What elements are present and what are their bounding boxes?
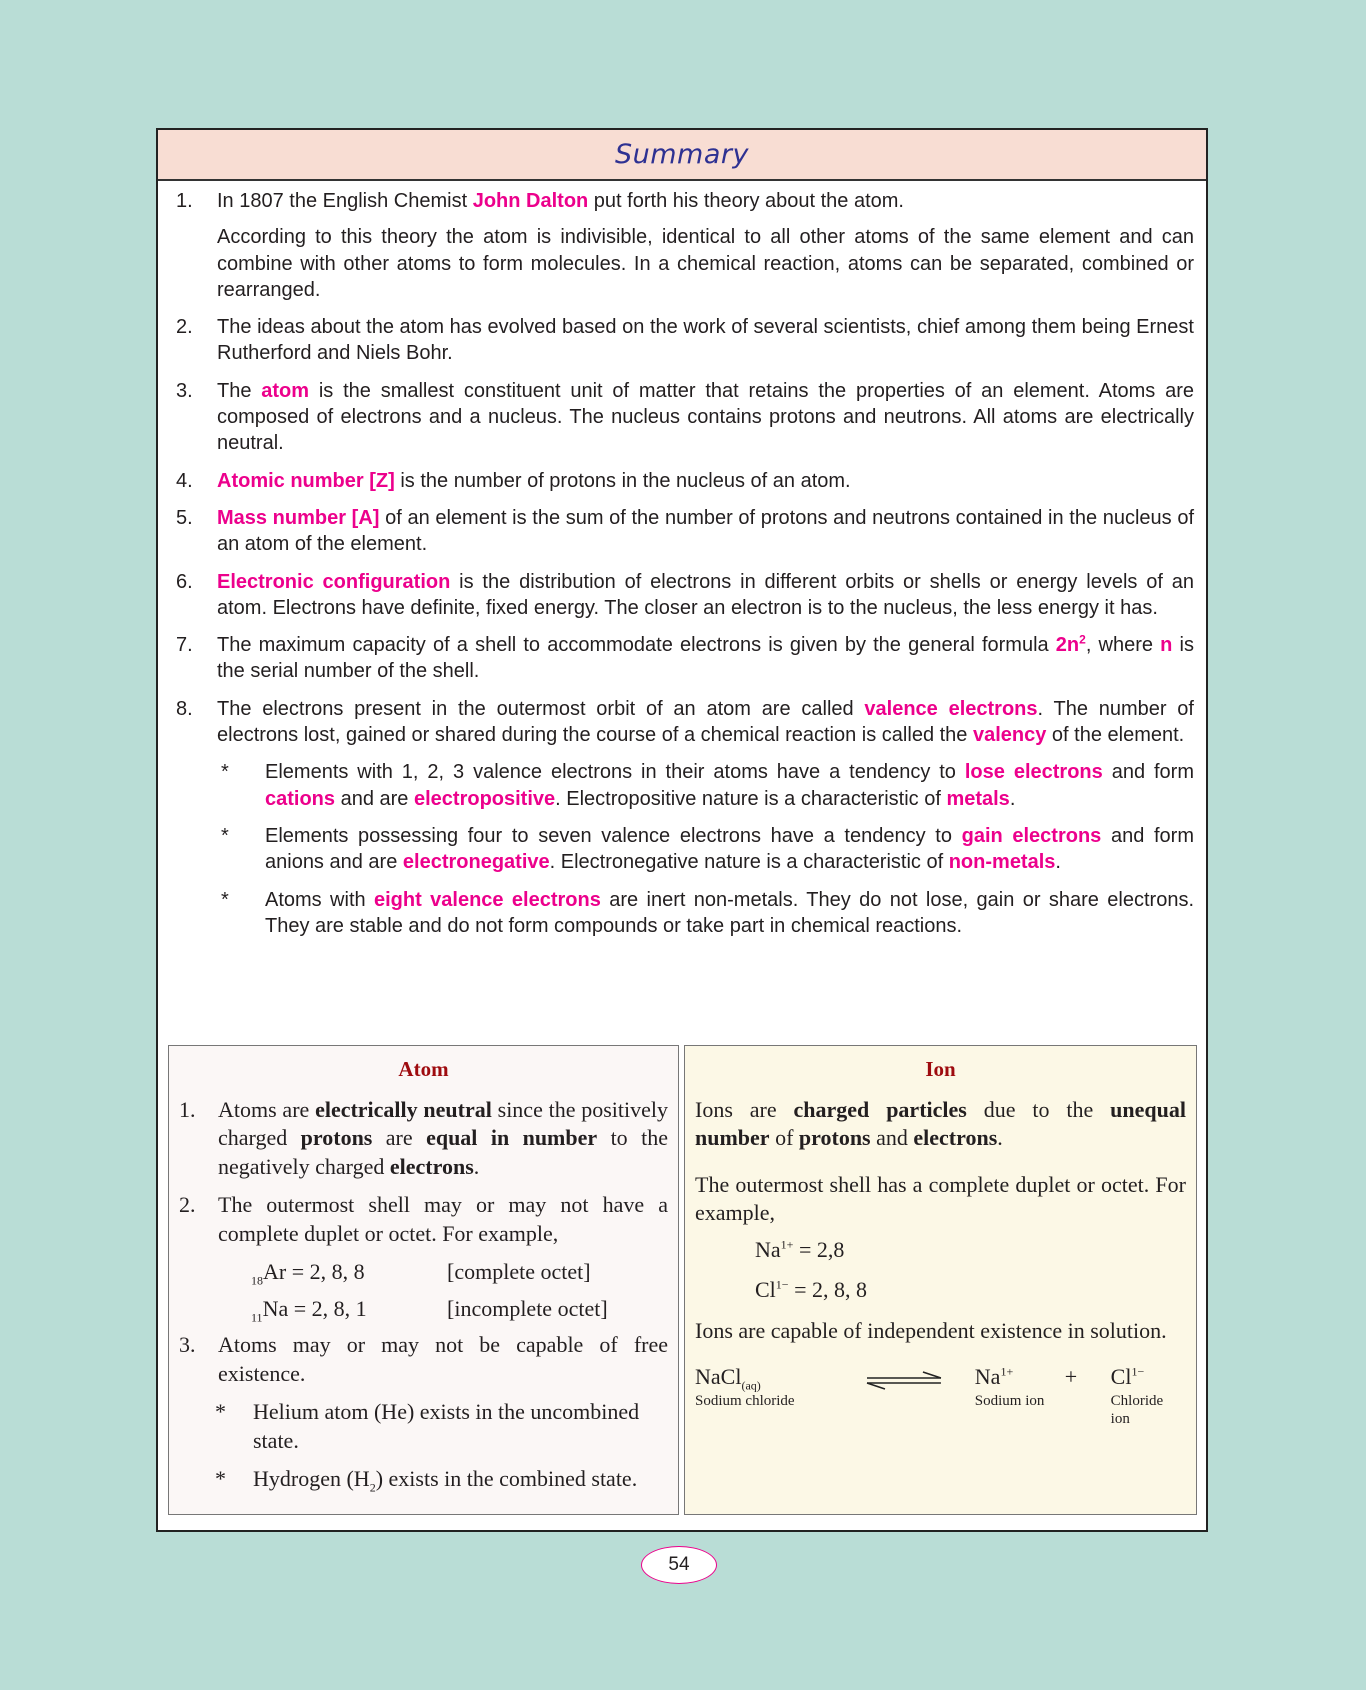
highlighted-term: 2 bbox=[1079, 632, 1086, 647]
equilibrium-arrow-icon bbox=[865, 1371, 945, 1391]
text: put forth his theory about the atom. bbox=[588, 190, 904, 212]
bullet-text: Helium atom (He) exists in the uncombined state. bbox=[253, 1399, 640, 1453]
text: and bbox=[870, 1125, 914, 1150]
text: due to the bbox=[966, 1096, 1111, 1122]
text: and are bbox=[335, 787, 414, 810]
summary-item bbox=[176, 505, 1194, 558]
highlighted-term: electronegative bbox=[402, 851, 550, 874]
text: is the distribution of electrons in different orbits or shells or energy levels of an atom. Electrons have definite, fixed energy. The closer an electron is to the nucleus, the less energy it has. bbox=[217, 570, 1194, 619]
highlighted-term: lose electrons bbox=[964, 761, 1103, 784]
state: (aq) bbox=[741, 1378, 761, 1393]
configuration: Ar = 2, 8, 8 bbox=[263, 1259, 365, 1284]
text: The electrons present in the outermost orbit of an atom are called bbox=[217, 697, 865, 720]
text: The bbox=[217, 379, 262, 402]
item-body bbox=[217, 314, 1194, 367]
text: . Electronegative nature is a characteristic of bbox=[549, 851, 949, 874]
charge: 1− bbox=[1131, 1364, 1145, 1379]
item-text bbox=[217, 378, 1194, 457]
bullet-star: * bbox=[215, 1466, 226, 1491]
bold-text: electrically neutral bbox=[315, 1096, 492, 1122]
summary-header bbox=[158, 130, 1206, 181]
summary-item bbox=[176, 468, 1194, 494]
item-body bbox=[217, 696, 1194, 749]
atomic-number: 18 bbox=[251, 1273, 263, 1288]
point-text: The outermost shell may or may not have a complete duplet or octet. For example, bbox=[218, 1192, 668, 1246]
highlighted-term: non-metals bbox=[948, 851, 1056, 874]
text: is the number of protons in the nucleus of an atom. bbox=[394, 469, 851, 492]
formula: NaCl bbox=[695, 1364, 742, 1389]
item-body bbox=[217, 188, 1194, 303]
bold-text: electrons bbox=[389, 1153, 474, 1179]
charge: 1− bbox=[775, 1277, 789, 1292]
point-number: 1. bbox=[179, 1096, 196, 1122]
text: Ions are bbox=[695, 1096, 794, 1122]
highlighted-term: electropositive bbox=[413, 787, 556, 810]
text: since the positively charged bbox=[218, 1096, 669, 1150]
item-number: 4. bbox=[176, 469, 193, 492]
highlighted-term: eight valence electrons bbox=[374, 888, 601, 911]
example-chloride-ion bbox=[755, 1276, 1186, 1305]
summary-item bbox=[176, 569, 1194, 622]
item-body bbox=[217, 505, 1194, 558]
atom-point-3 bbox=[179, 1331, 668, 1388]
point-number: 3. bbox=[179, 1332, 196, 1357]
summary-bullet bbox=[221, 759, 1194, 812]
configuration: = 2, 8, 8 bbox=[788, 1277, 867, 1302]
configuration: Na = 2, 8, 1 bbox=[262, 1295, 367, 1321]
highlighted-term: Mass number [A] bbox=[217, 506, 380, 529]
atomic-number: 11 bbox=[251, 1309, 263, 1324]
item-body bbox=[217, 378, 1194, 457]
atom-bullet-helium bbox=[215, 1398, 668, 1455]
highlighted-term: atom bbox=[261, 379, 310, 402]
note: [incomplete octet] bbox=[447, 1295, 608, 1321]
highlighted-term: gain electrons bbox=[961, 824, 1102, 847]
example-sodium-ion bbox=[755, 1236, 1186, 1265]
item-number: 6. bbox=[176, 570, 193, 593]
point-number: 2. bbox=[179, 1192, 196, 1217]
text: are bbox=[372, 1125, 427, 1150]
highlighted-term: valency bbox=[972, 724, 1047, 747]
item-text bbox=[217, 188, 1194, 214]
text: , where bbox=[1085, 634, 1161, 657]
highlighted-term: Electronic configuration bbox=[217, 570, 451, 593]
point-text bbox=[218, 1096, 668, 1182]
text: of an element is the sum of the number of protons and neutrons contained in the nucleus of an atom of the element. bbox=[217, 506, 1195, 556]
configuration: = 2,8 bbox=[793, 1236, 845, 1262]
highlighted-term: 2n bbox=[1055, 634, 1080, 657]
formula: Na bbox=[974, 1364, 1001, 1389]
bold-text: unequal number bbox=[695, 1096, 1186, 1150]
atom-point-2 bbox=[179, 1191, 668, 1248]
reactant-label: Sodium chloride bbox=[695, 1392, 795, 1409]
summary-item bbox=[176, 378, 1194, 457]
formula bbox=[251, 1295, 447, 1324]
bullet-star: * bbox=[215, 1399, 226, 1424]
ion-box bbox=[684, 1045, 1197, 1515]
bullet-star: * bbox=[221, 761, 229, 784]
bullet-text bbox=[253, 1465, 637, 1494]
text: to the negatively charged bbox=[218, 1125, 668, 1179]
summary-item bbox=[176, 696, 1194, 749]
item-body bbox=[217, 632, 1194, 685]
text: . Electropositive nature is a characteristic of bbox=[555, 787, 947, 810]
highlighted-term: Atomic number [Z] bbox=[217, 469, 395, 492]
item-text bbox=[217, 468, 1194, 494]
plus-sign: + bbox=[1064, 1364, 1078, 1389]
summary-item bbox=[176, 632, 1194, 685]
bold-text: electrons bbox=[913, 1125, 998, 1150]
dissociation-equation bbox=[695, 1363, 1186, 1428]
text: and form bbox=[1102, 761, 1195, 784]
text: ) exists in the combined state. bbox=[375, 1466, 638, 1491]
text: . bbox=[473, 1153, 480, 1179]
text: Atoms with bbox=[265, 888, 374, 911]
item-text bbox=[217, 314, 1194, 367]
atom-bullet-hydrogen bbox=[215, 1465, 668, 1494]
text: . The number of electrons lost, gained or shared during the course of a chemical reaction is called the bbox=[217, 697, 1194, 747]
highlighted-term: valence electrons bbox=[864, 697, 1038, 720]
bold-text: protons bbox=[798, 1125, 871, 1150]
symbol: Na bbox=[755, 1236, 781, 1262]
text: . bbox=[997, 1125, 1003, 1150]
charge: 1+ bbox=[1000, 1364, 1014, 1379]
text: The maximum capacity of a shell to accommodate electrons is given by the general formula bbox=[217, 634, 1056, 657]
item-text bbox=[217, 696, 1194, 749]
atom-point-1 bbox=[179, 1096, 668, 1182]
ion-point-2: The outermost shell has a complete duplet or octet. For example, bbox=[695, 1171, 1186, 1225]
reactant-formula bbox=[695, 1363, 815, 1392]
bold-text: charged particles bbox=[793, 1096, 967, 1122]
item-number: 3. bbox=[176, 379, 193, 402]
summary-bullet bbox=[221, 823, 1194, 876]
bullet-text bbox=[265, 823, 1194, 876]
subscript: 2 bbox=[369, 1480, 376, 1495]
bold-text: equal in number bbox=[426, 1125, 598, 1150]
text: Elements possessing four to seven valence electrons have a tendency to bbox=[265, 824, 962, 847]
item-text bbox=[217, 632, 1194, 685]
example-sodium bbox=[251, 1295, 668, 1324]
charge: 1+ bbox=[780, 1237, 794, 1252]
page-number: 54 bbox=[641, 1546, 717, 1584]
summary-item bbox=[176, 314, 1194, 367]
bold-text: protons bbox=[300, 1125, 373, 1150]
text: and form anions and are bbox=[265, 824, 1194, 874]
item-text bbox=[217, 505, 1194, 558]
highlighted-term: cations bbox=[265, 787, 336, 810]
item-number: 5. bbox=[176, 506, 193, 529]
item-body bbox=[217, 569, 1194, 622]
atom-box-title: Atom bbox=[398, 1057, 449, 1081]
bullet-star: * bbox=[221, 888, 229, 911]
summary-item bbox=[176, 188, 1194, 303]
bullet-star: * bbox=[221, 824, 229, 847]
text: The ideas about the atom has evolved based on the work of several scientists, chief among them being Ernest Rutherford and Niels Bohr. bbox=[217, 316, 1194, 365]
item-number: 8. bbox=[176, 697, 193, 720]
ion-point-3: Ions are capable of independent existence in solution. bbox=[695, 1317, 1167, 1343]
text: of the element. bbox=[1046, 724, 1185, 747]
text: Hydrogen (H bbox=[253, 1466, 370, 1491]
product-label: Chloride ion bbox=[1110, 1392, 1164, 1427]
text: is the smallest constituent unit of matter that retains the properties of an element. Atoms are composed of electrons and a nucleus. The nucleus contains protons and neutrons. All atoms are electrically neutral. bbox=[217, 379, 1194, 455]
text: of bbox=[769, 1125, 799, 1150]
product-sodium bbox=[975, 1363, 1065, 1410]
ion-box-title: Ion bbox=[925, 1057, 956, 1081]
text: In 1807 the English Chemist bbox=[217, 190, 473, 212]
item-number: 7. bbox=[176, 634, 193, 657]
item-paragraph: According to this theory the atom is indivisible, identical to all other atoms of the same element and can combine with other atoms to form molecules. In a chemical reaction, atoms can be separated, combined or rearranged. bbox=[217, 226, 1194, 301]
formula bbox=[251, 1258, 447, 1287]
item-number: 2. bbox=[176, 316, 193, 339]
formula: Cl bbox=[1110, 1364, 1132, 1389]
text: are inert non-metals. They do not lose, gain or share electrons. They are stable and do not form compounds or take part in chemical reactions. bbox=[265, 888, 1194, 937]
item-body bbox=[217, 468, 1194, 494]
summary-bullet bbox=[221, 887, 1194, 940]
ion-point-1 bbox=[695, 1096, 1186, 1153]
atom-box bbox=[168, 1045, 679, 1515]
item-text bbox=[217, 569, 1194, 622]
summary-panel bbox=[156, 128, 1208, 1532]
text: Elements with 1, 2, 3 valence electrons in their atoms have a tendency to bbox=[265, 761, 965, 784]
text: . bbox=[1009, 787, 1016, 810]
highlighted-term: n bbox=[1160, 634, 1173, 657]
product-formula bbox=[975, 1363, 1065, 1392]
summary-list bbox=[176, 188, 1194, 939]
bullet-text bbox=[265, 759, 1194, 812]
symbol: Cl bbox=[755, 1277, 776, 1302]
example-argon bbox=[251, 1258, 668, 1287]
reactant bbox=[695, 1363, 815, 1410]
product-formula bbox=[1111, 1363, 1186, 1392]
note: [complete octet] bbox=[447, 1259, 591, 1284]
text: Atoms are bbox=[218, 1096, 316, 1122]
item-number: 1. bbox=[176, 190, 193, 212]
highlighted-term: metals bbox=[946, 787, 1010, 810]
text: is the serial number of the shell. bbox=[217, 634, 1194, 683]
text: . bbox=[1055, 851, 1061, 874]
bullet-text bbox=[265, 887, 1194, 940]
highlighted-term: John Dalton bbox=[472, 190, 589, 212]
product-chloride bbox=[1111, 1363, 1186, 1428]
summary-title: Summary bbox=[615, 139, 749, 170]
product-label: Sodium ion bbox=[974, 1392, 1045, 1409]
point-text: Atoms may or may not be capable of free existence. bbox=[218, 1332, 668, 1386]
